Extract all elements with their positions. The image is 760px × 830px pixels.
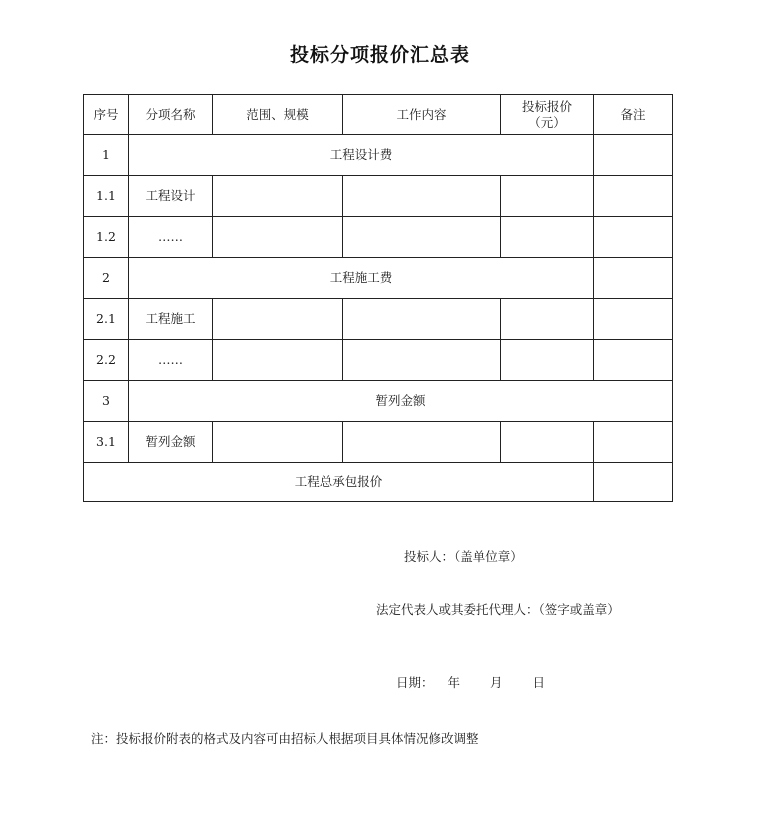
bidder-signature-line: 投标人：（盖单位章） [404, 549, 523, 564]
section-title: 工程施工费 [129, 258, 594, 299]
row-content-cell[interactable] [343, 340, 501, 381]
section-title: 暂列金额 [129, 381, 673, 422]
row-remarks-cell[interactable] [594, 422, 673, 463]
row-content-cell[interactable] [343, 299, 501, 340]
header-content: 工作内容 [343, 95, 501, 135]
header-item-name: 分项名称 [129, 95, 213, 135]
section-remarks-cell[interactable] [594, 135, 673, 176]
header-price-line1: 投标报价 [521, 98, 572, 114]
section-no: 2 [84, 258, 129, 299]
section-row-construction [84, 258, 673, 299]
row-price-cell[interactable] [501, 340, 594, 381]
header-price-line2: （元） [528, 114, 566, 130]
section-row-provisional [84, 381, 673, 422]
total-row [84, 463, 673, 502]
row-item-name: …… [129, 217, 213, 258]
date-label: 日期： [396, 675, 434, 690]
row-scope-cell[interactable] [213, 340, 343, 381]
row-no: 1.1 [84, 176, 129, 217]
total-remarks-cell[interactable] [594, 463, 673, 502]
row-item-name: 工程施工 [129, 299, 213, 340]
row-price-cell[interactable] [501, 176, 594, 217]
section-no: 3 [84, 381, 129, 422]
table-row [84, 299, 673, 340]
table-row [84, 217, 673, 258]
row-content-cell[interactable] [343, 217, 501, 258]
row-remarks-cell[interactable] [594, 340, 673, 381]
row-scope-cell[interactable] [213, 217, 343, 258]
section-title: 工程设计费 [129, 135, 594, 176]
header-no: 序号 [84, 95, 129, 135]
row-scope-cell[interactable] [213, 299, 343, 340]
row-no: 1.2 [84, 217, 129, 258]
date-month: 月 [490, 675, 503, 690]
section-remarks-cell[interactable] [594, 258, 673, 299]
row-content-cell[interactable] [343, 422, 501, 463]
row-remarks-cell[interactable] [594, 299, 673, 340]
row-item-name: 暂列金额 [129, 422, 213, 463]
section-no: 1 [84, 135, 129, 176]
row-no: 2.2 [84, 340, 129, 381]
row-item-name: …… [129, 340, 213, 381]
row-price-cell[interactable] [501, 422, 594, 463]
header-scope: 范围、规模 [213, 95, 343, 135]
row-scope-cell[interactable] [213, 176, 343, 217]
table-header-row [84, 95, 673, 135]
footnote: 注：投标报价附表的格式及内容可由招标人根据项目具体情况修改调整 [91, 731, 479, 746]
document-title: 投标分项报价汇总表 [289, 44, 470, 66]
row-scope-cell[interactable] [213, 422, 343, 463]
table-row [84, 422, 673, 463]
representative-signature-line: 法定代表人或其委托代理人：（签字或盖章） [376, 602, 620, 617]
row-price-cell[interactable] [501, 299, 594, 340]
date-line [396, 673, 545, 691]
row-no: 3.1 [84, 422, 129, 463]
row-remarks-cell[interactable] [594, 176, 673, 217]
header-price [501, 95, 594, 135]
total-label: 工程总承包报价 [84, 463, 594, 502]
quote-summary-table [83, 94, 673, 502]
row-price-cell[interactable] [501, 217, 594, 258]
row-no: 2.1 [84, 299, 129, 340]
date-year: 年 [447, 675, 461, 690]
table-row [84, 176, 673, 217]
row-item-name: 工程设计 [129, 176, 213, 217]
table-row [84, 340, 673, 381]
section-row-design [84, 135, 673, 176]
header-remarks: 备注 [594, 95, 673, 135]
row-content-cell[interactable] [343, 176, 501, 217]
date-day: 日 [532, 675, 546, 690]
row-remarks-cell[interactable] [594, 217, 673, 258]
